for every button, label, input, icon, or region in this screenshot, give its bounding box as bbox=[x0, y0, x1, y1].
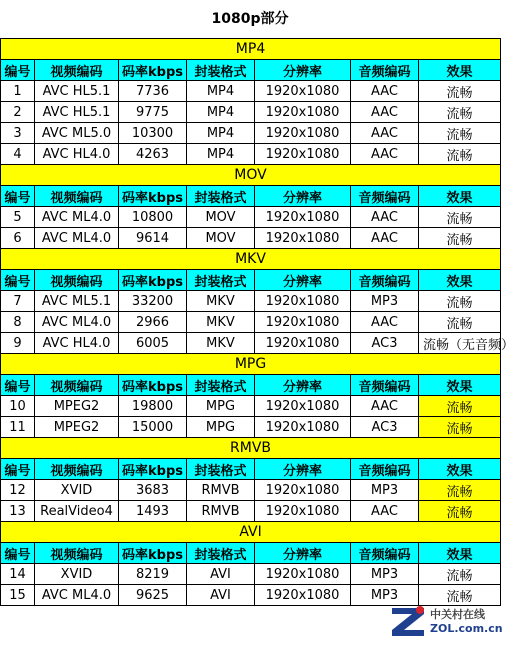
cell-id: 7 bbox=[1, 291, 35, 312]
table-row bbox=[1, 102, 501, 123]
cell-audio-codec: AAC bbox=[351, 228, 419, 249]
table-row bbox=[1, 501, 501, 522]
cell-bitrate: 6005 bbox=[119, 333, 187, 354]
cell-effect: 流畅 bbox=[419, 480, 501, 501]
cell-id: 10 bbox=[1, 396, 35, 417]
section-row bbox=[1, 39, 501, 60]
cell-bitrate: 7736 bbox=[119, 81, 187, 102]
cell-bitrate: 10800 bbox=[119, 207, 187, 228]
cell-video-codec: AVC ML5.1 bbox=[35, 291, 119, 312]
cell-effect: 流畅 bbox=[419, 312, 501, 333]
cell-audio-codec: MP3 bbox=[351, 291, 419, 312]
cell-id: 12 bbox=[1, 480, 35, 501]
cell-id: 8 bbox=[1, 312, 35, 333]
column-header: 封装格式 bbox=[187, 375, 255, 396]
section-row bbox=[1, 249, 501, 270]
column-header: 音频编码 bbox=[351, 270, 419, 291]
section-title: MOV bbox=[1, 165, 501, 186]
cell-effect: 流畅 bbox=[419, 123, 501, 144]
cell-video-codec: AVC HL5.1 bbox=[35, 81, 119, 102]
cell-container: MKV bbox=[187, 333, 255, 354]
cell-resolution: 1920x1080 bbox=[255, 312, 351, 333]
table-row bbox=[1, 291, 501, 312]
column-header: 分辨率 bbox=[255, 375, 351, 396]
cell-effect: 流畅 bbox=[419, 207, 501, 228]
cell-container: MPG bbox=[187, 417, 255, 438]
cell-container: RMVB bbox=[187, 480, 255, 501]
cell-video-codec: MPEG2 bbox=[35, 396, 119, 417]
header-row bbox=[1, 375, 501, 396]
cell-resolution: 1920x1080 bbox=[255, 123, 351, 144]
column-header: 分辨率 bbox=[255, 186, 351, 207]
header-row bbox=[1, 186, 501, 207]
cell-container: AVI bbox=[187, 585, 255, 606]
column-header: 音频编码 bbox=[351, 186, 419, 207]
cell-bitrate: 9625 bbox=[119, 585, 187, 606]
section-row bbox=[1, 522, 501, 543]
cell-resolution: 1920x1080 bbox=[255, 480, 351, 501]
column-header: 分辨率 bbox=[255, 270, 351, 291]
cell-id: 2 bbox=[1, 102, 35, 123]
cell-video-codec: AVC ML4.0 bbox=[35, 228, 119, 249]
cell-effect: 流畅 bbox=[419, 291, 501, 312]
cell-audio-codec: AAC bbox=[351, 207, 419, 228]
cell-bitrate: 2966 bbox=[119, 312, 187, 333]
column-header: 效果 bbox=[419, 459, 501, 480]
cell-container: RMVB bbox=[187, 501, 255, 522]
column-header: 编号 bbox=[1, 543, 35, 564]
cell-bitrate: 8219 bbox=[119, 564, 187, 585]
cell-effect: 流畅 bbox=[419, 501, 501, 522]
cell-resolution: 1920x1080 bbox=[255, 144, 351, 165]
cell-bitrate: 10300 bbox=[119, 123, 187, 144]
column-header: 视频编码 bbox=[35, 270, 119, 291]
column-header: 效果 bbox=[419, 60, 501, 81]
column-header: 编号 bbox=[1, 270, 35, 291]
cell-effect: 流畅 bbox=[419, 102, 501, 123]
page-title: 1080p部分 bbox=[211, 11, 289, 27]
cell-container: MKV bbox=[187, 291, 255, 312]
column-header: 效果 bbox=[419, 375, 501, 396]
column-header: 封装格式 bbox=[187, 543, 255, 564]
cell-audio-codec: AAC bbox=[351, 396, 419, 417]
cell-video-codec: AVC HL5.1 bbox=[35, 102, 119, 123]
header-row bbox=[1, 543, 501, 564]
cell-bitrate: 15000 bbox=[119, 417, 187, 438]
cell-effect: 流畅 bbox=[419, 396, 501, 417]
cell-effect: 流畅 bbox=[419, 564, 501, 585]
cell-container: MP4 bbox=[187, 123, 255, 144]
column-header: 视频编码 bbox=[35, 459, 119, 480]
cell-resolution: 1920x1080 bbox=[255, 291, 351, 312]
table-row bbox=[1, 480, 501, 501]
cell-resolution: 1920x1080 bbox=[255, 564, 351, 585]
section-row bbox=[1, 165, 501, 186]
table-row bbox=[1, 312, 501, 333]
cell-id: 15 bbox=[1, 585, 35, 606]
cell-container: MP4 bbox=[187, 81, 255, 102]
cell-audio-codec: AAC bbox=[351, 81, 419, 102]
cell-container: MOV bbox=[187, 207, 255, 228]
section-title: MPG bbox=[1, 354, 501, 375]
table-row bbox=[1, 396, 501, 417]
cell-container: MP4 bbox=[187, 102, 255, 123]
section-row bbox=[1, 438, 501, 459]
column-header: 码率kbps bbox=[119, 186, 187, 207]
section-title: MP4 bbox=[1, 39, 501, 60]
column-header: 分辨率 bbox=[255, 543, 351, 564]
cell-resolution: 1920x1080 bbox=[255, 585, 351, 606]
cell-resolution: 1920x1080 bbox=[255, 417, 351, 438]
column-header: 音频编码 bbox=[351, 459, 419, 480]
column-header: 码率kbps bbox=[119, 270, 187, 291]
cell-video-codec: AVC ML5.0 bbox=[35, 123, 119, 144]
zol-logo-icon bbox=[390, 604, 426, 638]
section-title: MKV bbox=[1, 249, 501, 270]
cell-resolution: 1920x1080 bbox=[255, 396, 351, 417]
table-row bbox=[1, 333, 501, 354]
cell-effect: 流畅 bbox=[419, 417, 501, 438]
cell-id: 3 bbox=[1, 123, 35, 144]
table-row bbox=[1, 417, 501, 438]
column-header: 视频编码 bbox=[35, 60, 119, 81]
cell-effect: 流畅 bbox=[419, 228, 501, 249]
column-header: 视频编码 bbox=[35, 543, 119, 564]
cell-id: 4 bbox=[1, 144, 35, 165]
spec-table bbox=[0, 38, 514, 606]
column-header: 编号 bbox=[1, 459, 35, 480]
cell-effect: 流畅 bbox=[419, 585, 501, 606]
cell-bitrate: 1493 bbox=[119, 501, 187, 522]
column-header: 音频编码 bbox=[351, 375, 419, 396]
section-row bbox=[1, 354, 501, 375]
column-header: 封装格式 bbox=[187, 459, 255, 480]
cell-resolution: 1920x1080 bbox=[255, 81, 351, 102]
column-header: 视频编码 bbox=[35, 186, 119, 207]
cell-bitrate: 33200 bbox=[119, 291, 187, 312]
cell-audio-codec: AAC bbox=[351, 123, 419, 144]
cell-id: 9 bbox=[1, 333, 35, 354]
cell-bitrate: 19800 bbox=[119, 396, 187, 417]
table-row bbox=[1, 123, 501, 144]
table-row bbox=[1, 564, 501, 585]
column-header: 效果 bbox=[419, 543, 501, 564]
cell-resolution: 1920x1080 bbox=[255, 102, 351, 123]
cell-audio-codec: AC3 bbox=[351, 333, 419, 354]
spec-table-body bbox=[1, 39, 514, 606]
cell-audio-codec: AAC bbox=[351, 312, 419, 333]
column-header: 编号 bbox=[1, 375, 35, 396]
table-row bbox=[1, 81, 501, 102]
column-header: 封装格式 bbox=[187, 186, 255, 207]
column-header: 视频编码 bbox=[35, 375, 119, 396]
table-row bbox=[1, 207, 501, 228]
column-header: 分辨率 bbox=[255, 60, 351, 81]
cell-video-codec: AVC ML4.0 bbox=[35, 207, 119, 228]
cell-resolution: 1920x1080 bbox=[255, 228, 351, 249]
cell-audio-codec: AC3 bbox=[351, 417, 419, 438]
cell-audio-codec: MP3 bbox=[351, 564, 419, 585]
header-row bbox=[1, 60, 501, 81]
cell-video-codec: AVC ML4.0 bbox=[35, 585, 119, 606]
cell-audio-codec: MP3 bbox=[351, 480, 419, 501]
cell-effect: 流畅（无音频） bbox=[419, 333, 501, 354]
column-header: 分辨率 bbox=[255, 459, 351, 480]
table-row bbox=[1, 228, 501, 249]
column-header: 效果 bbox=[419, 270, 501, 291]
cell-audio-codec: AAC bbox=[351, 144, 419, 165]
cell-audio-codec: AAC bbox=[351, 102, 419, 123]
section-title: RMVB bbox=[1, 438, 501, 459]
cell-video-codec: AVC HL4.0 bbox=[35, 144, 119, 165]
column-header: 码率kbps bbox=[119, 375, 187, 396]
cell-id: 11 bbox=[1, 417, 35, 438]
column-header: 编号 bbox=[1, 60, 35, 81]
cell-audio-codec: AAC bbox=[351, 501, 419, 522]
column-header: 音频编码 bbox=[351, 60, 419, 81]
zol-logo bbox=[390, 602, 503, 640]
header-row bbox=[1, 459, 501, 480]
cell-container: MKV bbox=[187, 312, 255, 333]
column-header: 码率kbps bbox=[119, 459, 187, 480]
cell-video-codec: AVC HL4.0 bbox=[35, 333, 119, 354]
cell-resolution: 1920x1080 bbox=[255, 207, 351, 228]
cell-video-codec: MPEG2 bbox=[35, 417, 119, 438]
cell-id: 1 bbox=[1, 81, 35, 102]
cell-container: MP4 bbox=[187, 144, 255, 165]
cell-video-codec: XVID bbox=[35, 480, 119, 501]
cell-id: 14 bbox=[1, 564, 35, 585]
column-header: 码率kbps bbox=[119, 543, 187, 564]
cell-id: 13 bbox=[1, 501, 35, 522]
cell-video-codec: XVID bbox=[35, 564, 119, 585]
cell-effect: 流畅 bbox=[419, 144, 501, 165]
cell-audio-codec: MP3 bbox=[351, 585, 419, 606]
cell-id: 6 bbox=[1, 228, 35, 249]
logo-text-cn: 中关村在线 bbox=[430, 608, 485, 621]
section-title: AVI bbox=[1, 522, 501, 543]
header-row bbox=[1, 270, 501, 291]
column-header: 效果 bbox=[419, 186, 501, 207]
cell-video-codec: RealVideo4 bbox=[35, 501, 119, 522]
cell-resolution: 1920x1080 bbox=[255, 501, 351, 522]
cell-container: MOV bbox=[187, 228, 255, 249]
column-header: 音频编码 bbox=[351, 543, 419, 564]
column-header: 封装格式 bbox=[187, 60, 255, 81]
cell-video-codec: AVC ML4.0 bbox=[35, 312, 119, 333]
cell-bitrate: 4263 bbox=[119, 144, 187, 165]
logo-text-en: ZOL.com.cn bbox=[430, 622, 503, 635]
cell-bitrate: 3683 bbox=[119, 480, 187, 501]
column-header: 码率kbps bbox=[119, 60, 187, 81]
table-row bbox=[1, 144, 501, 165]
cell-id: 5 bbox=[1, 207, 35, 228]
column-header: 封装格式 bbox=[187, 270, 255, 291]
cell-container: AVI bbox=[187, 564, 255, 585]
cell-bitrate: 9614 bbox=[119, 228, 187, 249]
cell-effect: 流畅 bbox=[419, 81, 501, 102]
cell-resolution: 1920x1080 bbox=[255, 333, 351, 354]
column-header: 编号 bbox=[1, 186, 35, 207]
cell-bitrate: 9775 bbox=[119, 102, 187, 123]
cell-container: MPG bbox=[187, 396, 255, 417]
